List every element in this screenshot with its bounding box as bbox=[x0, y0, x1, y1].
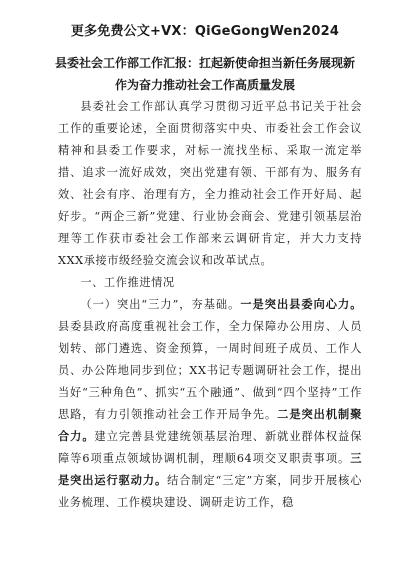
title-line-1: 县委社会工作部工作汇报：扛起新使命担当新任务展现新 bbox=[54, 56, 355, 70]
point-1-text: 县委县政府高度重视社会工作，全力保障办公用房、人员划转、部门遴选、资金预算，一周时间班子成员、工作人员、办公阵地同步到位；XX书记专题调研社会工作，提出当好“三种角色”、抓实“五个融通”、做到“四个坚持”工作思路，有力引领推动社会工作开局争先。 bbox=[58, 320, 362, 421]
document-body bbox=[58, 96, 362, 514]
intro-paragraph: 县委社会工作部认真学习贯彻习近平总书记关于社会工作的重要论述，全面贯彻落实中央、市委社会工作会议精神和县委工作要求，对标一流找坐标、采取一流定举措、追求一流好成效，突出党建有领、干部有为、服务有效、社会有序、治理有方，全力推动社会工作开好局、起好步。“两企三新”党建、行业协会商会、党建引领基层治理等工作获市委社会工作部来云调研肯定，并大力支持XXX承接市级经验交流会议和改革试点。 bbox=[58, 100, 362, 267]
section-heading: 一、工作推进情况 bbox=[80, 276, 175, 289]
point-2-text: 建立完善县党建统领基层治理、新就业群体权益保障等6项重点领域协调机制，理顺64项交叉职责事项。 bbox=[58, 430, 362, 465]
point-3-label: 三是突出运行驱动力。 bbox=[58, 452, 362, 487]
title-line-2: 作为奋力推动社会工作高质量发展 bbox=[114, 78, 295, 92]
point-3-text: 结合制定“三定”方案，同步开展核心业务梳理、工作模块建设、调研走访工作，稳 bbox=[58, 474, 363, 509]
watermark-header: 更多免费公文+VX：QiGeGongWen2024 bbox=[70, 24, 340, 39]
subsection-1-prefix: （一）突出“三力”，夯基础。 bbox=[80, 298, 241, 311]
point-2-label: 二是突出机制聚合力。 bbox=[58, 408, 362, 443]
document-title bbox=[40, 52, 370, 96]
point-1-label: 一是突出县委向心力。 bbox=[240, 298, 362, 311]
subsection-1-paragraph bbox=[58, 294, 362, 514]
